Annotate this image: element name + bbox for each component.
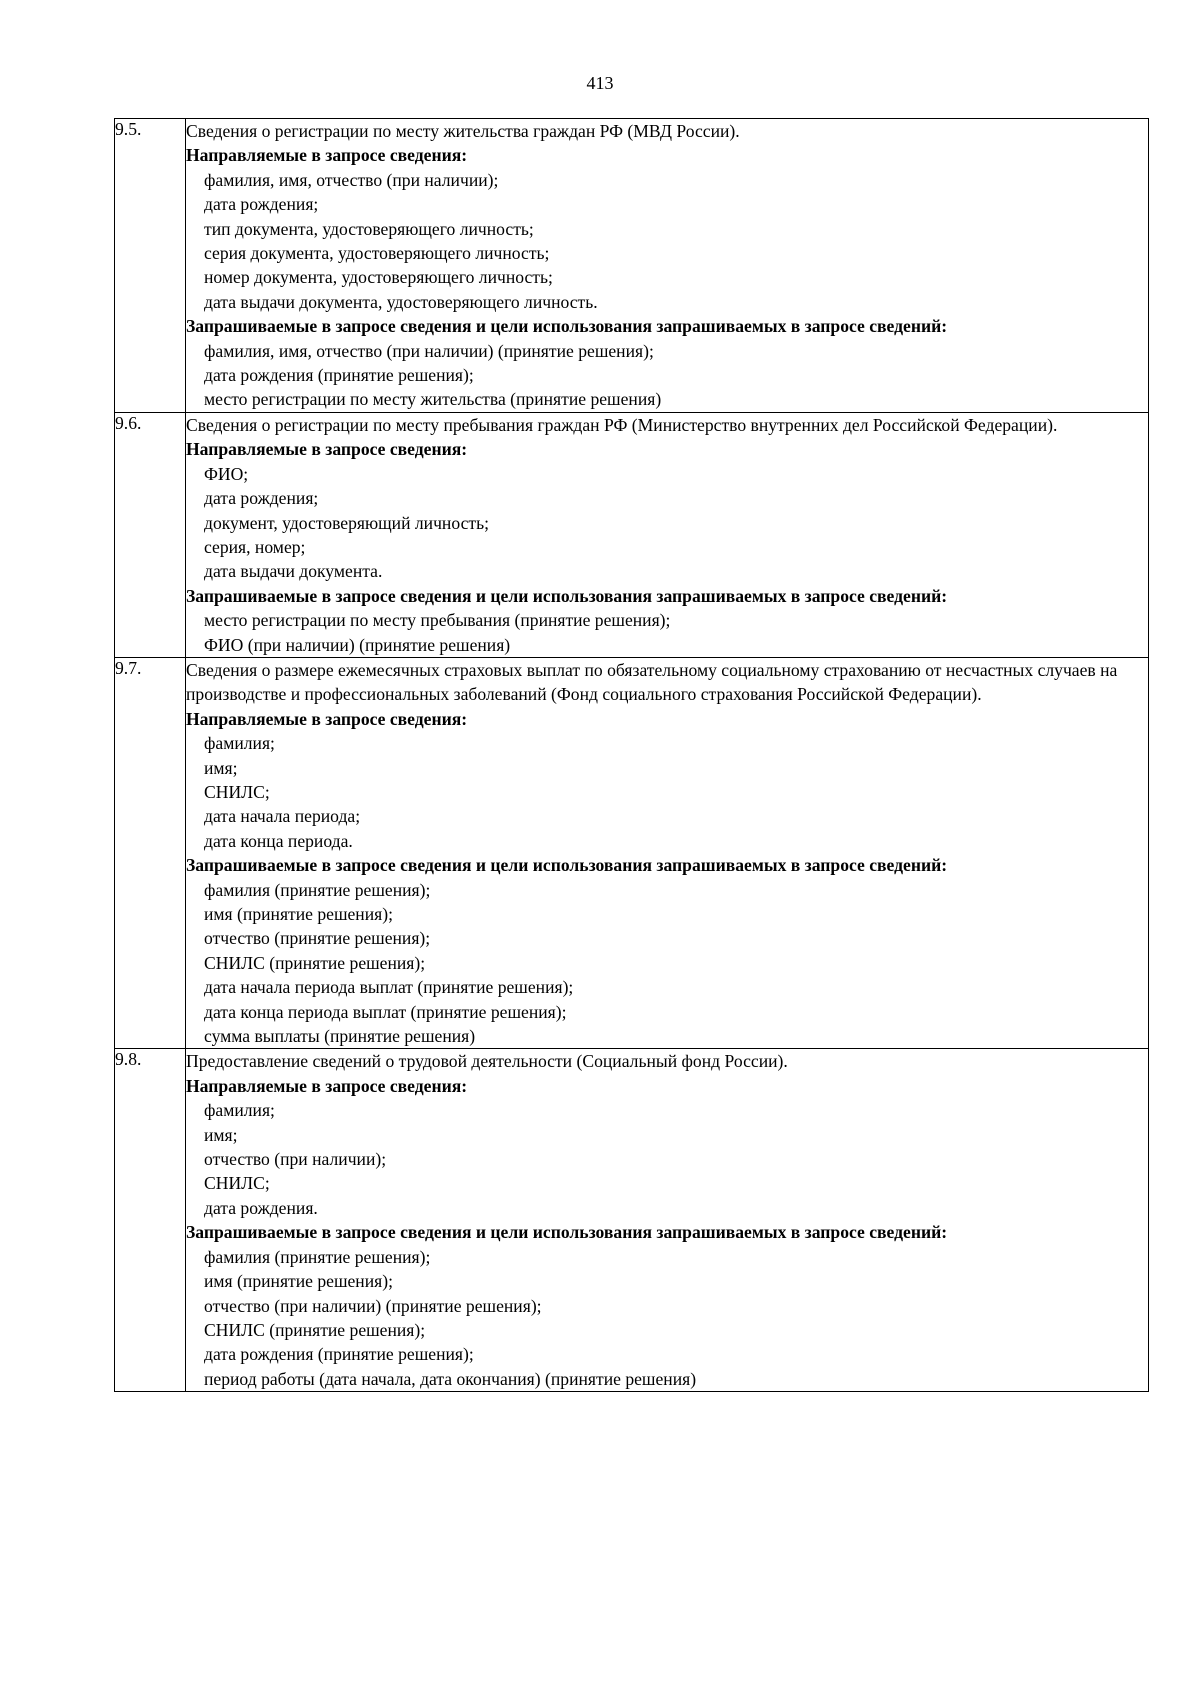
list-item: фамилия;	[204, 733, 275, 754]
list-item: СНИЛС;	[204, 1173, 270, 1194]
list-item: имя (принятие решения);	[204, 904, 393, 924]
table-row	[115, 119, 1149, 413]
row-description: Сведения о размере ежемесячных страховых выплат по обязательному социальному страхованию от несчастных случаев на производстве и профессиональных заболеваний (Фонд социального страхования Российской Федерации).	[186, 659, 1118, 705]
row-number: 9.6.	[115, 412, 186, 657]
row-description: Предоставление сведений о трудовой деятельности (Социальный фонд России).	[186, 1051, 788, 1072]
page-number: 413	[586, 73, 614, 93]
list-item: серия документа, удостоверяющего личность;	[204, 243, 550, 264]
list-item: дата выдачи документа, удостоверяющего личность.	[204, 291, 598, 312]
list-item: имя;	[204, 757, 238, 778]
table-row	[115, 657, 1149, 1049]
row-content	[186, 412, 1149, 657]
row-number: 9.8.	[115, 1049, 186, 1392]
list-item: дата конца периода выплат (принятие решения);	[204, 1001, 567, 1022]
table-row	[115, 412, 1149, 657]
list-item: отчество (при наличии);	[204, 1149, 387, 1170]
list-item: имя (принятие решения);	[204, 1271, 393, 1292]
document-table-body	[115, 119, 1149, 1392]
list-item: фамилия;	[204, 1100, 275, 1121]
list-item: документ, удостоверяющий личность;	[204, 512, 489, 533]
list-item: фамилия, имя, отчество (при наличии);	[204, 169, 499, 190]
list-item: дата выдачи документа.	[204, 561, 383, 582]
table-row	[115, 1049, 1149, 1392]
list-item: дата рождения.	[204, 1197, 318, 1218]
list-item: ФИО;	[204, 463, 249, 484]
list-item: место регистрации по месту жительства (принятие решения)	[204, 389, 662, 410]
list-item: серия, номер;	[204, 536, 306, 557]
row-content	[186, 119, 1149, 413]
document-table	[114, 118, 1149, 1392]
list-item: фамилия (принятие решения);	[204, 879, 431, 900]
list-item: СНИЛС (принятие решения);	[204, 1319, 426, 1340]
list-item: место регистрации по месту пребывания (принятие решения);	[204, 610, 671, 631]
list-item: имя;	[204, 1124, 238, 1145]
list-item: дата начала периода;	[204, 806, 361, 827]
row-number: 9.5.	[115, 119, 186, 413]
list-item: дата рождения;	[204, 488, 319, 509]
list-item: фамилия (принятие решения);	[204, 1246, 431, 1267]
list-item: СНИЛС (принятие решения);	[204, 952, 426, 973]
section-heading: Направляемые в запросе сведения:	[186, 708, 468, 729]
list-item: тип документа, удостоверяющего личность;	[204, 218, 534, 239]
section-heading: Запрашиваемые в запросе сведения и цели использования запрашиваемых в запросе сведений:	[186, 1222, 948, 1243]
row-content	[186, 1049, 1149, 1392]
list-item: дата конца периода.	[204, 830, 353, 851]
row-content	[186, 657, 1149, 1049]
list-item: дата рождения (принятие решения);	[204, 1344, 474, 1365]
list-item: номер документа, удостоверяющего личность;	[204, 267, 553, 288]
list-item: отчество (при наличии) (принятие решения);	[204, 1295, 542, 1316]
row-description: Сведения о регистрации по месту жительства граждан РФ (МВД России).	[186, 121, 740, 141]
section-heading: Запрашиваемые в запросе сведения и цели использования запрашиваемых в запросе сведений:	[186, 855, 948, 876]
list-item: СНИЛС;	[204, 781, 270, 802]
list-item: дата начала периода выплат (принятие решения);	[204, 977, 574, 998]
section-heading: Направляемые в запросе сведения:	[186, 145, 468, 166]
section-heading: Направляемые в запросе сведения:	[186, 439, 468, 460]
section-heading: Запрашиваемые в запросе сведения и цели использования запрашиваемых в запросе сведений:	[186, 585, 948, 606]
list-item: сумма выплаты (принятие решения)	[204, 1026, 476, 1047]
list-item: период работы (дата начала, дата окончания) (принятие решения)	[204, 1368, 697, 1389]
list-item: отчество (принятие решения);	[204, 928, 431, 949]
list-item: дата рождения;	[204, 194, 319, 215]
section-heading: Запрашиваемые в запросе сведения и цели использования запрашиваемых в запросе сведений:	[186, 316, 948, 337]
row-number: 9.7.	[115, 657, 186, 1049]
list-item: фамилия, имя, отчество (при наличии) (принятие решения);	[204, 340, 654, 361]
list-item: дата рождения (принятие решения);	[204, 365, 474, 386]
list-item: ФИО (при наличии) (принятие решения)	[204, 634, 511, 655]
row-description: Сведения о регистрации по месту пребывания граждан РФ (Министерство внутренних дел Российской Федерации).	[186, 414, 1058, 435]
section-heading: Направляемые в запросе сведения:	[186, 1075, 468, 1096]
